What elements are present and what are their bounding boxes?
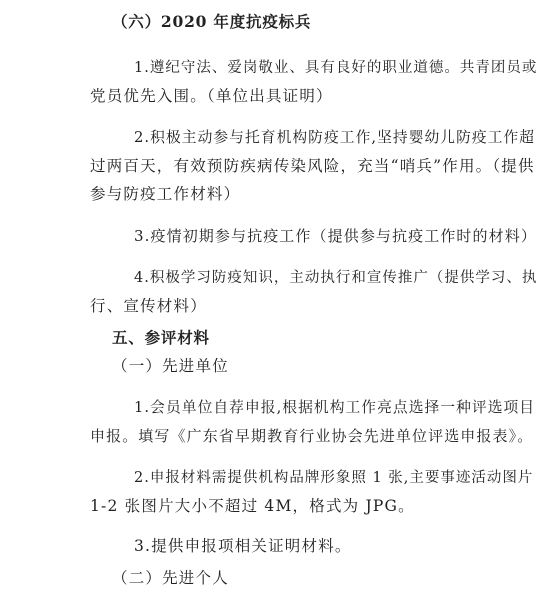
paragraph-line: 2.申报材料需提供机构品牌形象照 1 张,主要事迹活动图片: [134, 470, 534, 486]
paragraph-line: 3.提供申报项相关证明材料。: [134, 537, 352, 555]
paragraph-line: 参与防疫工作材料）: [90, 185, 241, 203]
section-heading-application-materials: 五、参评材料: [112, 328, 210, 347]
paragraph-line: 2.积极主动参与托育机构防疫工作,坚持婴幼儿防疫工作超: [134, 129, 536, 146]
paragraph-line: 3.疫情初期参与抗疫工作（提供参与抗疫工作时的材料）: [134, 227, 537, 245]
paragraph-line: 1.会员单位自荐申报,根据机构工作亮点选择一种评选项目: [134, 399, 536, 416]
paragraph-line: 党员优先入围。（单位出具证明）: [90, 87, 333, 105]
paragraph-line: 4.积极学习防疫知识，主动执行和宣传推广（提供学习、执: [134, 270, 538, 286]
paragraph-line: 1.遵纪守法、爱岗敬业、具有良好的职业道德。共青团员或: [134, 60, 538, 76]
subsection-heading-advanced-individual: （二）先进个人: [112, 569, 229, 587]
paragraph-line: 行、宣传材料）: [90, 297, 207, 315]
section-heading-anti-epidemic-sentinel: （六）2020 年度抗疫标兵: [112, 12, 312, 31]
subsection-heading-advanced-unit: （一）先进单位: [112, 357, 229, 375]
paragraph-line: 申报。填写《广东省早期教育行业协会先进单位评选申报表》。: [90, 427, 534, 445]
paragraph-line: 过两百天，有效预防疾病传染风险，充当“哨兵”作用。（提供: [90, 157, 535, 175]
paragraph-line: 1-2 张图片大小不超过 4M，格式为 JPG。: [90, 497, 415, 515]
